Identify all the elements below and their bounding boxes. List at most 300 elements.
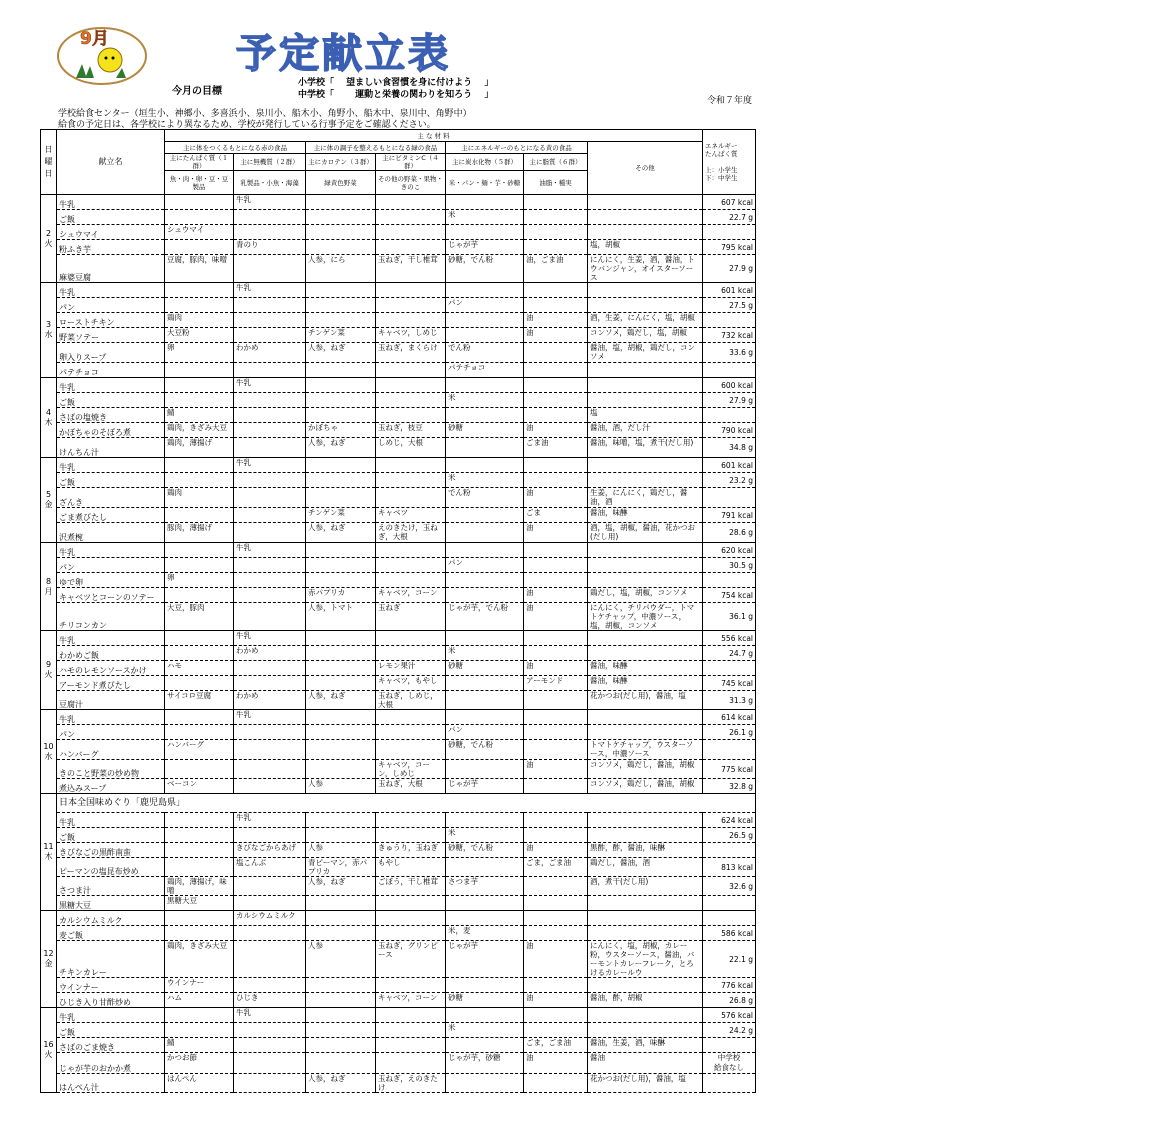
ingredient-other: 醤油，味醂	[588, 508, 703, 523]
ingredient-c5: パテチョコ	[446, 363, 524, 378]
ingredient-c4	[376, 1023, 446, 1038]
ingredient-c6: ごま，ごま油	[524, 1038, 588, 1053]
ingredient-c3	[306, 473, 376, 488]
ingredient-c1	[165, 1008, 234, 1023]
ingredient-c6	[524, 363, 588, 378]
ingredient-c3	[306, 710, 376, 725]
ingredient-c6	[524, 646, 588, 661]
ingredient-c6	[524, 725, 588, 740]
energy-value: 576 kcal	[703, 1008, 756, 1023]
ingredient-c1	[165, 858, 234, 877]
ingredient-other: 酒，煮干(だし用)	[588, 877, 703, 896]
dish-name: さばの塩焼き	[57, 408, 165, 423]
ingredient-c4: キャベツ，コーン，しめじ	[376, 760, 446, 779]
dish-name: 牛乳	[57, 813, 165, 828]
ingredient-c3	[306, 725, 376, 740]
ingredient-c6	[524, 458, 588, 473]
ingredient-c3	[306, 225, 376, 240]
ingredient-c2	[234, 779, 306, 794]
ingredient-c5: 米	[446, 210, 524, 225]
table-row	[41, 896, 756, 911]
energy-value: 中学校 給食なし	[703, 1053, 756, 1074]
ingredient-other: 酒，生姜，にんにく，塩，胡椒	[588, 313, 703, 328]
ingredient-c5	[446, 438, 524, 458]
energy-value	[703, 313, 756, 328]
ingredient-other: 醤油，味噌，塩，煮干(だし用)	[588, 438, 703, 458]
ingredient-c2	[234, 328, 306, 343]
dish-name: けんちん汁	[57, 438, 165, 458]
table-row	[41, 646, 756, 661]
dish-name: 牛乳	[57, 710, 165, 725]
ingredient-c6	[524, 828, 588, 843]
ingredient-c4	[376, 710, 446, 725]
ingredient-c5	[446, 408, 524, 423]
table-row	[41, 828, 756, 843]
ingredient-c2	[234, 408, 306, 423]
ingredient-c6: ごま	[524, 508, 588, 523]
table-row	[41, 423, 756, 438]
ingredient-c4	[376, 978, 446, 993]
table-row	[41, 313, 756, 328]
ingredient-other: 鶏だし，醤油，酒	[588, 858, 703, 877]
note-centers: 学校給食センター（垣生小、神郷小、多喜浜小、泉川小、船木小、角野小、船木中、泉川中、角野中）	[58, 109, 472, 119]
ingredient-c5	[446, 813, 524, 828]
dish-name: 豆腐汁	[57, 691, 165, 710]
ingredient-c5: でん粉	[446, 343, 524, 363]
energy-value: 36.1 g	[703, 603, 756, 631]
ingredient-other	[588, 926, 703, 941]
ingredient-c2: 牛乳	[234, 631, 306, 646]
ingredient-c2	[234, 298, 306, 313]
ingredient-c5: 米，麦	[446, 926, 524, 941]
ingredient-other	[588, 473, 703, 488]
ingredient-c2	[234, 760, 306, 779]
ingredient-c2	[234, 423, 306, 438]
ingredient-c6	[524, 978, 588, 993]
ingredient-other	[588, 210, 703, 225]
ingredient-c6	[524, 813, 588, 828]
ingredient-c3	[306, 676, 376, 691]
ingredient-c1: ハム	[165, 993, 234, 1008]
dish-name: 牛乳	[57, 378, 165, 393]
ingredient-c5: じゃが芋，でん粉	[446, 603, 524, 631]
ingredient-c6: 油	[524, 588, 588, 603]
ingredient-c1	[165, 828, 234, 843]
dish-name: 黒糖大豆	[57, 896, 165, 911]
dish-name: じゃが芋のおかか煮	[57, 1053, 165, 1074]
ingredient-c4	[376, 240, 446, 255]
ingredient-c1	[165, 558, 234, 573]
ingredient-other	[588, 631, 703, 646]
ingredient-c4: 玉ねぎ，グリンピース	[376, 941, 446, 978]
ingredient-c5	[446, 978, 524, 993]
ingredient-c1	[165, 508, 234, 523]
ingredient-c5: さつま芋	[446, 877, 524, 896]
energy-value: 790 kcal	[703, 423, 756, 438]
ingredient-c3	[306, 458, 376, 473]
ingredient-other	[588, 725, 703, 740]
header-sub5: 米・パン・麺・芋・砂糖	[446, 171, 524, 195]
ingredient-c4: 玉ねぎ，えのきたけ	[376, 1074, 446, 1093]
ingredient-c4	[376, 646, 446, 661]
ingredient-c5	[446, 523, 524, 543]
menu-table	[40, 129, 756, 1093]
ingredient-c5: じゃが芋	[446, 240, 524, 255]
header-cat5: 主に炭水化物（５群）	[446, 154, 524, 171]
ingredient-c3	[306, 1053, 376, 1074]
table-row	[41, 843, 756, 858]
energy-value	[703, 911, 756, 926]
energy-value: 776 kcal	[703, 978, 756, 993]
energy-value: 601 kcal	[703, 283, 756, 298]
ingredient-c4	[376, 1038, 446, 1053]
ingredient-c3	[306, 896, 376, 911]
ingredient-other: 花かつお(だし用)，醤油，塩	[588, 691, 703, 710]
ingredient-c4	[376, 408, 446, 423]
ingredient-other	[588, 573, 703, 588]
dish-name: さばのごま焼き	[57, 1038, 165, 1053]
ingredient-c1: ベーコン	[165, 779, 234, 794]
energy-value: 27.9 g	[703, 255, 756, 283]
dish-name: 麦ご飯	[57, 926, 165, 941]
dish-name: ご飯	[57, 473, 165, 488]
ingredient-c3	[306, 313, 376, 328]
header-group-green: 主に体の調子を整えるもとになる緑の食品	[306, 142, 446, 154]
ingredient-c6: 油	[524, 993, 588, 1008]
dish-name: ローストチキン	[57, 313, 165, 328]
ingredient-c4: キャベツ，しめじ	[376, 328, 446, 343]
ingredient-c6	[524, 558, 588, 573]
ingredient-c4: レモン果汁	[376, 661, 446, 676]
dish-name: パテチョコ	[57, 363, 165, 378]
energy-value: 27.9 g	[703, 393, 756, 408]
ingredient-other: にんにく，塩，胡椒，カレー粉，ウスターソース，醤油，バーモントカレーフレーク，とろけるカレールウ	[588, 941, 703, 978]
ingredient-c1	[165, 543, 234, 558]
day-date: 2 火	[41, 195, 57, 283]
ingredient-c4: 玉ねぎ	[376, 603, 446, 631]
page-title: 予定献立表	[236, 31, 451, 77]
ingredient-other	[588, 458, 703, 473]
ingredient-c5: 米	[446, 1023, 524, 1038]
ingredient-c4	[376, 195, 446, 210]
ingredient-other: 醤油，酢，胡椒	[588, 993, 703, 1008]
table-row	[41, 298, 756, 313]
day-date: 10 水	[41, 710, 57, 794]
ingredient-c1: 大豆粉	[165, 328, 234, 343]
ingredient-other	[588, 298, 703, 313]
ingredient-c4	[376, 210, 446, 225]
ingredient-c2: わかめ	[234, 343, 306, 363]
table-row	[41, 240, 756, 255]
table-row	[41, 631, 756, 646]
ingredient-other: 醤油，塩，胡椒，鶏だし，コンソメ	[588, 343, 703, 363]
ingredient-c1	[165, 588, 234, 603]
dish-name: はんぺん汁	[57, 1074, 165, 1093]
ingredient-c6: アーモンド	[524, 676, 588, 691]
ingredient-c2: 牛乳	[234, 543, 306, 558]
header-sub2: 乳製品・小魚・海藻	[234, 171, 306, 195]
ingredient-c6	[524, 408, 588, 423]
ingredient-c4	[376, 926, 446, 941]
ingredient-c3: 人参，ねぎ	[306, 691, 376, 710]
dish-name: 煮込みスープ	[57, 779, 165, 794]
ingredient-other: 花かつお(だし用)，醤油，塩	[588, 1074, 703, 1093]
ingredient-c1: ハモ	[165, 661, 234, 676]
ingredient-c5: 米	[446, 393, 524, 408]
ingredient-c6: 油	[524, 843, 588, 858]
ingredient-c5: 砂糖	[446, 993, 524, 1008]
ingredient-c6	[524, 740, 588, 760]
ingredient-other: にんにく，チリパウダー，トマトケチャップ，中濃ソース，塩，胡椒，コンソメ	[588, 603, 703, 631]
ingredient-c1: 鶏肉，きざみ大豆	[165, 423, 234, 438]
dish-name: ピーマンの塩昆布炒め	[57, 858, 165, 877]
header-cat2: 主に無機質（２群）	[234, 154, 306, 171]
table-row	[41, 523, 756, 543]
ingredient-c6	[524, 911, 588, 926]
ingredient-other: 醤油，味醂	[588, 661, 703, 676]
ingredient-c6: 油	[524, 941, 588, 978]
table-row	[41, 508, 756, 523]
dish-name: キャベツとコーンのソテー	[57, 588, 165, 603]
ingredient-c2	[234, 1023, 306, 1038]
dish-name: 牛乳	[57, 1008, 165, 1023]
ingredient-other	[588, 1023, 703, 1038]
energy-value: 775 kcal	[703, 760, 756, 779]
ingredient-c1: ハンバーグ	[165, 740, 234, 760]
ingredient-c6	[524, 779, 588, 794]
ingredient-c3	[306, 911, 376, 926]
ingredient-other: 黒酢，酢，醤油，味醂	[588, 843, 703, 858]
dish-name: チキンカレー	[57, 941, 165, 978]
table-row	[41, 1023, 756, 1038]
ingredient-c2	[234, 1074, 306, 1093]
energy-value: 32.8 g	[703, 779, 756, 794]
ingredient-c6	[524, 378, 588, 393]
table-row	[41, 225, 756, 240]
energy-value: 22.1 g	[703, 941, 756, 978]
ingredient-c5	[446, 195, 524, 210]
ingredient-other	[588, 225, 703, 240]
ingredient-c6: 油，ごま油	[524, 255, 588, 283]
ingredient-c3: 人参，トマト	[306, 603, 376, 631]
ingredient-c3: 人参，にら	[306, 255, 376, 283]
ingredient-c4	[376, 740, 446, 760]
table-row	[41, 343, 756, 363]
ingredient-c4: もやし	[376, 858, 446, 877]
ingredient-other	[588, 195, 703, 210]
ingredient-c5: 米	[446, 473, 524, 488]
table-row	[41, 877, 756, 896]
special-row	[41, 794, 756, 813]
ingredient-c5: じゃが芋，砂糖	[446, 1053, 524, 1074]
dish-name: 麻婆豆腐	[57, 255, 165, 283]
ingredient-c3	[306, 363, 376, 378]
ingredient-c1	[165, 646, 234, 661]
ingredient-c1	[165, 926, 234, 941]
header-energy: エネルギー たんぱく質 上：小学生 下：中学生	[703, 130, 756, 195]
ingredient-c6	[524, 691, 588, 710]
ingredient-c2	[234, 926, 306, 941]
energy-value: 26.8 g	[703, 993, 756, 1008]
ingredient-c6: 油	[524, 523, 588, 543]
ingredient-c1: 鶏肉，薄揚げ	[165, 438, 234, 458]
ingredient-c5	[446, 911, 524, 926]
dish-name: チリコンカン	[57, 603, 165, 631]
ingredient-c5	[446, 1074, 524, 1093]
header-group-yellow: 主にエネルギーのもとになる黄の食品	[446, 142, 588, 154]
table-row	[41, 858, 756, 877]
ingredient-c1	[165, 393, 234, 408]
header-group-red: 主に体をつくるもとになる赤の食品	[165, 142, 306, 154]
dish-name: ハモのレモンソースかけ	[57, 661, 165, 676]
ingredient-c5: 砂糖	[446, 661, 524, 676]
ingredient-c3: 人参，ねぎ	[306, 1074, 376, 1093]
ingredient-c4	[376, 313, 446, 328]
ingredient-c1: 鶏肉，きざみ大豆	[165, 941, 234, 978]
ingredient-c3: 人参，ねぎ	[306, 343, 376, 363]
ingredient-other	[588, 1008, 703, 1023]
energy-value: 26.1 g	[703, 725, 756, 740]
ingredient-c1: 黒糖大豆	[165, 896, 234, 911]
ingredient-other: コンソメ，鶏だし，塩，胡椒	[588, 328, 703, 343]
energy-value: 620 kcal	[703, 543, 756, 558]
energy-value: 32.6 g	[703, 877, 756, 896]
ingredient-c1	[165, 760, 234, 779]
ingredient-c1: 鶏肉	[165, 313, 234, 328]
dish-name: 牛乳	[57, 543, 165, 558]
ingredient-other	[588, 896, 703, 911]
ingredient-c3	[306, 488, 376, 508]
ingredient-c4: キャベツ，もやし	[376, 676, 446, 691]
energy-value: 732 kcal	[703, 328, 756, 343]
ingredient-c5: 砂糖，でん粉	[446, 255, 524, 283]
ingredient-c3: 青ピーマン，赤パプリカ	[306, 858, 376, 877]
ingredient-other	[588, 543, 703, 558]
ingredient-other	[588, 911, 703, 926]
ingredient-c1	[165, 298, 234, 313]
ingredient-c2	[234, 603, 306, 631]
ingredient-c6: 油	[524, 328, 588, 343]
ingredient-c4: きゅうり，玉ねぎ	[376, 843, 446, 858]
energy-value: 813 kcal	[703, 858, 756, 877]
ingredient-c2	[234, 661, 306, 676]
ingredient-c1	[165, 210, 234, 225]
header-sub3: 緑黄色野菜	[306, 171, 376, 195]
ingredient-c5	[446, 313, 524, 328]
dish-name: きびなごの黒酢南蛮	[57, 843, 165, 858]
ingredient-c4: 玉ねぎ，まくらけ	[376, 343, 446, 363]
ingredient-c2: カルシウムミルク	[234, 911, 306, 926]
ingredient-c6	[524, 1023, 588, 1038]
ingredient-other	[588, 378, 703, 393]
ingredient-c1	[165, 710, 234, 725]
table-row	[41, 1053, 756, 1074]
ingredient-c4: 玉ねぎ，しめじ，大根	[376, 691, 446, 710]
ingredient-c2: 牛乳	[234, 813, 306, 828]
ingredient-c4: キャベツ，コーン	[376, 588, 446, 603]
ingredient-c2	[234, 225, 306, 240]
ingredient-c2	[234, 438, 306, 458]
table-row	[41, 978, 756, 993]
ingredient-c6: 油	[524, 423, 588, 438]
header-other: その他	[588, 142, 703, 195]
ingredient-c4	[376, 896, 446, 911]
ingredient-c5	[446, 225, 524, 240]
table-row	[41, 363, 756, 378]
ingredient-c2: 塩こんぶ	[234, 858, 306, 877]
table-row	[41, 661, 756, 676]
ingredient-other	[588, 558, 703, 573]
day-date: 4 木	[41, 378, 57, 458]
energy-value: 30.5 g	[703, 558, 756, 573]
day-date: 8 月	[41, 543, 57, 631]
ingredient-c6	[524, 710, 588, 725]
ingredient-c1: 鯖	[165, 1038, 234, 1053]
header-dish: 献立名	[57, 130, 165, 195]
table-row	[41, 760, 756, 779]
table-row	[41, 438, 756, 458]
ingredient-c2: 牛乳	[234, 1008, 306, 1023]
ingredient-c2: きびなごからあげ	[234, 843, 306, 858]
table-row	[41, 283, 756, 298]
ingredient-c2: わかめ	[234, 646, 306, 661]
energy-value: 34.8 g	[703, 438, 756, 458]
month-badge-logo	[56, 20, 148, 86]
ingredient-other: 醤油，生姜，酒，味醂	[588, 1038, 703, 1053]
ingredient-c5: でん粉	[446, 488, 524, 508]
dish-name: ご飯	[57, 1023, 165, 1038]
ingredient-c3	[306, 408, 376, 423]
dish-name: ざんき	[57, 488, 165, 508]
table-row	[41, 473, 756, 488]
ingredient-c2	[234, 363, 306, 378]
ingredient-c3	[306, 661, 376, 676]
header-day: 日 曜日	[41, 130, 57, 195]
ingredient-c5: 米	[446, 828, 524, 843]
ingredient-c2	[234, 313, 306, 328]
ingredient-c6: 油	[524, 313, 588, 328]
month-badge-text: 9月	[80, 29, 109, 49]
energy-value: 26.5 g	[703, 828, 756, 843]
dish-name: カルシウムミルク	[57, 911, 165, 926]
ingredient-c6	[524, 573, 588, 588]
ingredient-c3	[306, 378, 376, 393]
ingredient-c5: パン	[446, 558, 524, 573]
ingredient-c2: わかめ	[234, 691, 306, 710]
ingredient-c1	[165, 195, 234, 210]
ingredient-c4: キャベツ，コーン	[376, 993, 446, 1008]
ingredient-c2	[234, 473, 306, 488]
ingredient-c5	[446, 858, 524, 877]
ingredient-c4	[376, 393, 446, 408]
ingredient-c4: ごぼう，干し椎茸	[376, 877, 446, 896]
ingredient-c2	[234, 255, 306, 283]
ingredient-c6	[524, 343, 588, 363]
ingredient-c1: 鶏肉	[165, 488, 234, 508]
ingredient-c4: 玉ねぎ，枝豆	[376, 423, 446, 438]
energy-value: 23.2 g	[703, 473, 756, 488]
ingredient-c5: 砂糖	[446, 423, 524, 438]
ingredient-c1: かつお節	[165, 1053, 234, 1074]
table-row	[41, 691, 756, 710]
ingredient-c2: 牛乳	[234, 195, 306, 210]
ingredient-other: 醤油，味醂	[588, 676, 703, 691]
ingredient-c5: じゃが芋	[446, 941, 524, 978]
dish-name: ウインナー	[57, 978, 165, 993]
ingredient-c3	[306, 543, 376, 558]
ingredient-c2	[234, 941, 306, 978]
ingredient-c4: 玉ねぎ，干し椎茸	[376, 255, 446, 283]
